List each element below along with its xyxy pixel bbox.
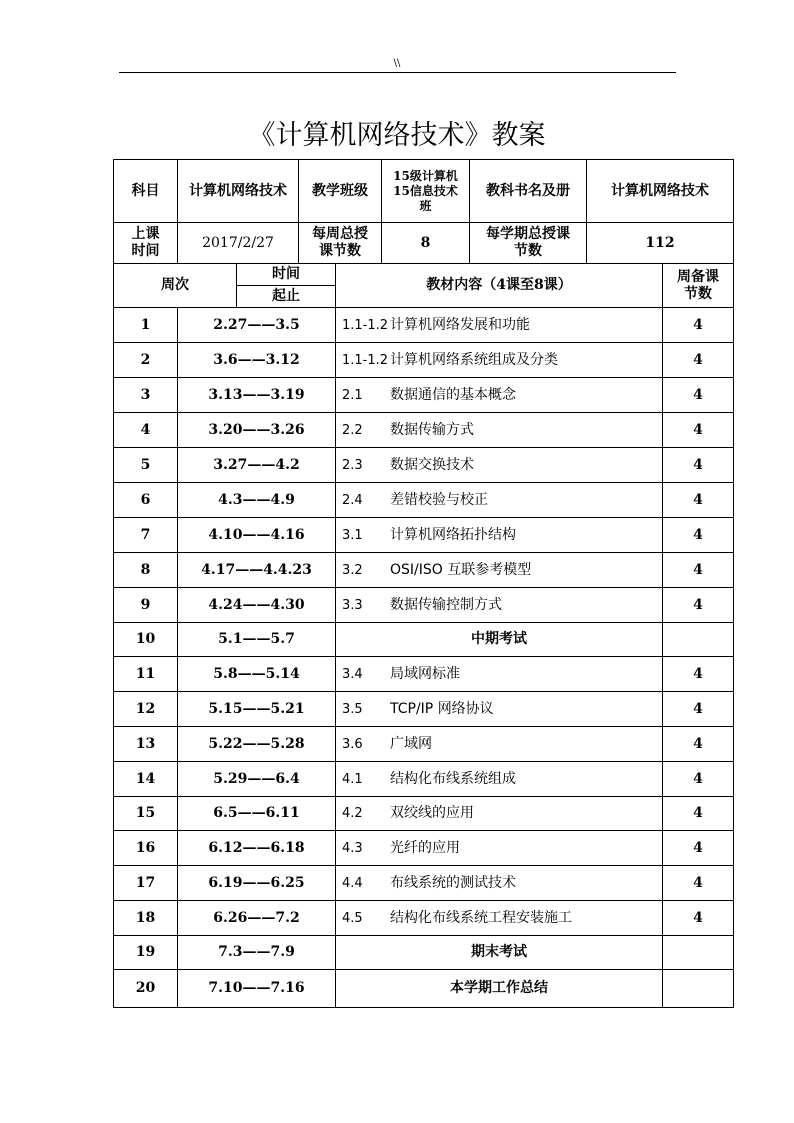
class-value-line-2: 15信息技术 xyxy=(393,183,458,198)
section-number: 2.3 xyxy=(342,457,363,473)
weekly-hours-label-line-2: 课节数 xyxy=(319,243,361,259)
date-range: 5.15——5.21 xyxy=(178,692,336,727)
section-title: 数据传输控制方式 xyxy=(390,596,502,613)
date-range: 3.20——3.26 xyxy=(178,413,336,448)
section-number: 4.1 xyxy=(342,771,363,787)
section-number: 3.3 xyxy=(342,597,363,613)
week-number: 8 xyxy=(114,553,178,588)
section-number: 3.1 xyxy=(342,527,363,543)
date-range: 7.10——7.16 xyxy=(178,970,336,1008)
section-number: 4.2 xyxy=(342,806,363,821)
table-row xyxy=(114,483,734,518)
info-row-2 xyxy=(114,223,734,264)
weekly-hours: 4 xyxy=(663,553,734,588)
class-label: 教学班级 xyxy=(299,160,382,223)
section-number: 4.5 xyxy=(342,910,363,926)
week-number: 10 xyxy=(114,623,178,657)
info-row-1 xyxy=(114,160,734,223)
week-number: 7 xyxy=(114,518,178,553)
table-row xyxy=(114,797,734,831)
weekly-hours-label-line-1: 每周总授 xyxy=(312,226,368,242)
date-range: 3.6——3.12 xyxy=(178,343,336,378)
header-rule xyxy=(119,72,676,73)
class-value xyxy=(382,160,470,223)
week-header: 周次 xyxy=(114,264,237,308)
term-hours-label-line-1: 每学期总授课 xyxy=(486,226,570,242)
table-row xyxy=(114,970,734,1008)
section-title: 计算机网络发展和功能 xyxy=(390,316,530,333)
class-value-line-1: 15级计算机 xyxy=(393,168,458,183)
hours-header xyxy=(663,264,734,308)
section-number: 4.4 xyxy=(342,875,363,891)
date-range: 4.10——4.16 xyxy=(178,518,336,553)
section-number: 3.2 xyxy=(342,562,363,578)
weekly-hours xyxy=(663,970,734,1008)
table-row xyxy=(114,448,734,483)
class-value-line-3: 班 xyxy=(419,198,432,213)
weekly-hours-label xyxy=(299,223,382,264)
header-mark: \\ xyxy=(393,58,401,69)
week-number: 11 xyxy=(114,657,178,692)
content-cell xyxy=(336,413,663,448)
content-cell xyxy=(336,448,663,483)
week-number: 16 xyxy=(114,831,178,866)
time-header-bottom: 起止 xyxy=(272,288,300,304)
weekly-hours xyxy=(663,623,734,657)
weekly-hours: 4 xyxy=(663,308,734,343)
hours-header-line-1: 周备课 xyxy=(677,268,719,285)
week-number: 4 xyxy=(114,413,178,448)
weekly-hours: 4 xyxy=(663,657,734,692)
week-number: 19 xyxy=(114,936,178,970)
column-header-row xyxy=(114,264,734,308)
page-title: 《计算机网络技术》教案 xyxy=(248,120,546,151)
section-number: 3.4 xyxy=(342,666,363,682)
date-range: 3.13——3.19 xyxy=(178,378,336,413)
section-number: 4.3 xyxy=(342,840,363,856)
weekly-hours: 4 xyxy=(663,518,734,553)
weekly-hours: 4 xyxy=(663,448,734,483)
date-range: 7.3——7.9 xyxy=(178,936,336,970)
content-cell xyxy=(336,518,663,553)
date-range: 3.27——4.2 xyxy=(178,448,336,483)
table-row xyxy=(114,308,734,343)
content-cell xyxy=(336,727,663,762)
table-row xyxy=(114,413,734,448)
term-hours-value: 112 xyxy=(587,223,734,264)
content-cell xyxy=(336,553,663,588)
content-header: 教材内容（4课至8课） xyxy=(336,264,663,308)
content-cell xyxy=(336,831,663,866)
section-number: 2.1 xyxy=(342,387,363,403)
date-range: 6.26——7.2 xyxy=(178,901,336,936)
weekly-hours: 4 xyxy=(663,901,734,936)
week-number: 1 xyxy=(114,308,178,343)
exam-cell: 本学期工作总结 xyxy=(336,970,663,1008)
section-title: 计算机网络系统组成及分类 xyxy=(390,351,558,368)
content-cell xyxy=(336,797,663,831)
table-row xyxy=(114,378,734,413)
content-cell xyxy=(336,901,663,936)
week-number: 9 xyxy=(114,588,178,623)
section-number: 3.5 xyxy=(342,701,363,717)
date-range: 4.3——4.9 xyxy=(178,483,336,518)
weekly-hours: 4 xyxy=(663,831,734,866)
date-range: 6.12——6.18 xyxy=(178,831,336,866)
exam-cell: 中期考试 xyxy=(336,623,663,657)
content-cell xyxy=(336,866,663,901)
week-number: 12 xyxy=(114,692,178,727)
date-range: 6.19——6.25 xyxy=(178,866,336,901)
weekly-hours: 4 xyxy=(663,727,734,762)
weekly-hours: 4 xyxy=(663,378,734,413)
start-time-label-line-2: 时间 xyxy=(131,243,160,259)
week-number: 18 xyxy=(114,901,178,936)
table-row xyxy=(114,727,734,762)
section-number: 3.6 xyxy=(342,736,363,752)
section-title: 数据通信的基本概念 xyxy=(390,386,516,403)
weekly-hours: 4 xyxy=(663,762,734,797)
term-hours-label xyxy=(470,223,587,264)
content-cell xyxy=(336,308,663,343)
exam-cell: 期末考试 xyxy=(336,936,663,970)
table-row xyxy=(114,657,734,692)
weekly-hours: 4 xyxy=(663,797,734,831)
date-range: 2.27——3.5 xyxy=(178,308,336,343)
section-title: TCP/IP 网络协议 xyxy=(390,700,494,717)
content-cell xyxy=(336,343,663,378)
content-cell xyxy=(336,588,663,623)
section-title: 光纤的应用 xyxy=(390,839,460,856)
lesson-plan-table xyxy=(113,159,734,1008)
content-cell xyxy=(336,378,663,413)
table-row xyxy=(114,343,734,378)
start-time-label-line-1: 上课 xyxy=(131,226,160,242)
weekly-hours: 4 xyxy=(663,866,734,901)
schedule-body xyxy=(114,308,734,1008)
section-title: 布线系统的测试技术 xyxy=(390,874,516,891)
week-number: 3 xyxy=(114,378,178,413)
time-header-top: 时间 xyxy=(237,264,335,286)
section-title: 局域网标准 xyxy=(390,665,460,682)
weekly-hours: 4 xyxy=(663,413,734,448)
weekly-hours xyxy=(663,936,734,970)
weekly-hours: 4 xyxy=(663,343,734,378)
section-title: 结构化布线系统组成 xyxy=(390,770,516,787)
section-title: 广域网 xyxy=(390,735,432,752)
start-time-value: 2017/2/27 xyxy=(178,223,299,264)
book-label: 教科书名及册 xyxy=(470,160,587,223)
week-number: 20 xyxy=(114,970,178,1008)
content-cell xyxy=(336,483,663,518)
week-number: 6 xyxy=(114,483,178,518)
term-hours-label-line-2: 节数 xyxy=(514,243,542,259)
section-title: 数据交换技术 xyxy=(390,456,474,473)
section-number: 1.1-1.2 xyxy=(342,317,389,333)
date-range: 5.1——5.7 xyxy=(178,623,336,657)
week-number: 15 xyxy=(114,797,178,831)
table-row xyxy=(114,518,734,553)
table-row xyxy=(114,553,734,588)
subject-label: 科目 xyxy=(114,160,178,223)
section-title: 数据传输方式 xyxy=(390,421,474,438)
content-cell xyxy=(336,762,663,797)
date-range: 6.5——6.11 xyxy=(178,797,336,831)
start-time-label xyxy=(114,223,178,264)
table-row xyxy=(114,623,734,657)
section-number: 2.4 xyxy=(342,492,363,508)
date-range: 5.8——5.14 xyxy=(178,657,336,692)
section-title: 双绞线的应用 xyxy=(390,805,474,821)
content-cell xyxy=(336,657,663,692)
table-row xyxy=(114,936,734,970)
table-row xyxy=(114,692,734,727)
table-row xyxy=(114,762,734,797)
section-title: 差错校验与校正 xyxy=(390,491,488,508)
section-title: 结构化布线系统工程安装施工 xyxy=(390,909,572,926)
week-number: 2 xyxy=(114,343,178,378)
week-number: 17 xyxy=(114,866,178,901)
section-title: OSI/ISO 互联参考模型 xyxy=(390,561,532,578)
time-header xyxy=(237,264,336,308)
week-number: 13 xyxy=(114,727,178,762)
table-row xyxy=(114,831,734,866)
date-range: 4.17——4.4.23 xyxy=(178,553,336,588)
table-row xyxy=(114,866,734,901)
week-number: 14 xyxy=(114,762,178,797)
weekly-hours: 4 xyxy=(663,588,734,623)
date-range: 5.29——6.4 xyxy=(178,762,336,797)
section-title: 计算机网络拓扑结构 xyxy=(390,526,516,543)
table-row xyxy=(114,588,734,623)
book-value: 计算机网络技术 xyxy=(587,160,734,223)
table-row xyxy=(114,901,734,936)
weekly-hours: 4 xyxy=(663,692,734,727)
section-number: 2.2 xyxy=(342,422,363,438)
subject-value: 计算机网络技术 xyxy=(178,160,299,223)
week-number: 5 xyxy=(114,448,178,483)
content-cell xyxy=(336,692,663,727)
hours-header-line-2: 节数 xyxy=(684,285,712,302)
date-range: 4.24——4.30 xyxy=(178,588,336,623)
date-range: 5.22——5.28 xyxy=(178,727,336,762)
weekly-hours: 4 xyxy=(663,483,734,518)
section-number: 1.1-1.2 xyxy=(342,352,389,368)
weekly-hours-value: 8 xyxy=(382,223,470,264)
